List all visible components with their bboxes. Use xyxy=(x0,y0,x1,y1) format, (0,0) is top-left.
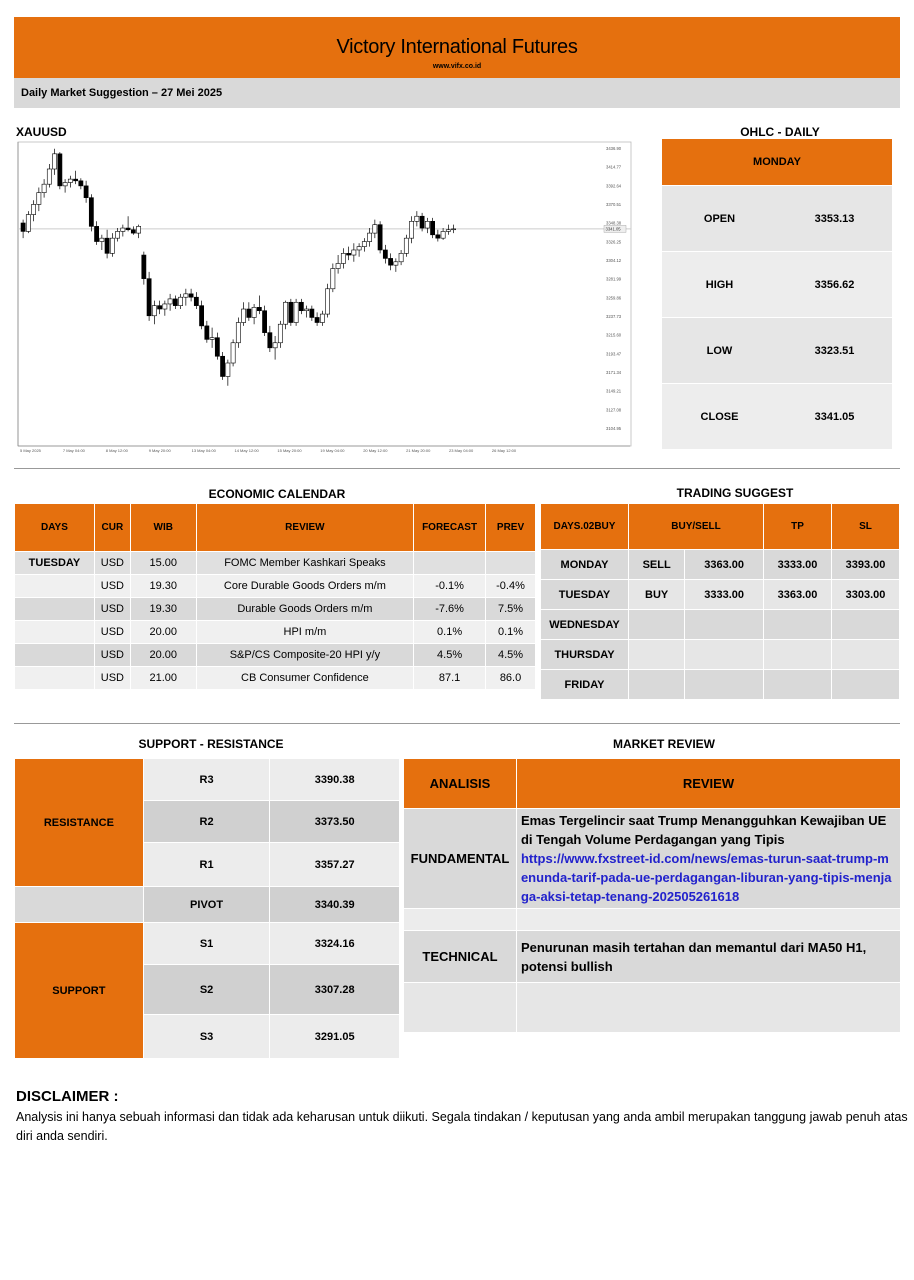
table-cell: BUY xyxy=(629,580,685,610)
table-cell: USD xyxy=(94,552,130,575)
y-tick-label: 3259.86 xyxy=(606,295,622,301)
candle-body xyxy=(446,230,450,232)
candle-body xyxy=(425,221,429,228)
candle-body xyxy=(221,356,225,376)
x-tick-label: 20 May 12:00 xyxy=(363,448,388,453)
table-cell: -0.1% xyxy=(414,575,486,598)
table-cell xyxy=(15,667,95,690)
disclaimer-title: DISCLAIMER : xyxy=(16,1088,119,1105)
candle-body xyxy=(431,221,435,234)
x-tick-label: 13 May 04:00 xyxy=(191,448,216,453)
table-cell xyxy=(629,670,685,700)
candle-body xyxy=(58,154,62,186)
candle-body xyxy=(331,269,335,289)
table-cell: MONDAY xyxy=(541,550,629,580)
report-header xyxy=(14,17,900,78)
candle-body xyxy=(278,324,282,343)
table-cell: 87.1 xyxy=(414,667,486,690)
candle-body xyxy=(63,182,67,185)
table-row xyxy=(15,621,536,644)
candle-body xyxy=(399,253,403,261)
ohlc-value: 3323.51 xyxy=(777,318,892,383)
table-cell xyxy=(685,670,764,700)
table-cell: CB Consumer Confidence xyxy=(196,667,413,690)
table-row xyxy=(15,598,536,621)
table-cell: Core Durable Goods Orders m/m xyxy=(196,575,413,598)
fundamental-text: Emas Tergelincir saat Trump Menangguhkan Kewajiban UE di Tengah Volume Perdagangan yang Tipis xyxy=(520,813,887,847)
candle-body xyxy=(242,309,246,322)
economic-calendar-title: ECONOMIC CALENDAR xyxy=(208,487,346,501)
ohlc-value: 3341.05 xyxy=(777,384,892,449)
candle-body xyxy=(368,233,372,241)
table-cell xyxy=(764,610,832,640)
table-cell: 3333.00 xyxy=(685,580,764,610)
table-cell: 0.1% xyxy=(414,621,486,644)
candle-body xyxy=(116,231,120,238)
candle-body xyxy=(257,307,261,310)
table-cell: USD xyxy=(94,621,130,644)
chart-frame xyxy=(18,142,631,446)
spacer-cell xyxy=(404,983,517,1033)
table-cell: HPI m/m xyxy=(196,621,413,644)
candle-body xyxy=(105,238,109,253)
candle-body xyxy=(74,179,78,181)
col-header: REVIEW xyxy=(196,504,413,552)
table-cell xyxy=(414,552,486,575)
candle-body xyxy=(415,216,419,221)
candle-body xyxy=(263,311,267,333)
fundamental-review xyxy=(516,809,900,909)
candle-body xyxy=(383,250,387,258)
level-value: 3307.28 xyxy=(270,965,400,1015)
candle-body xyxy=(194,297,198,305)
candle-body xyxy=(173,299,177,306)
candle-body xyxy=(410,221,414,238)
col-header: BUY/SELL xyxy=(629,504,764,550)
candle-body xyxy=(436,235,440,238)
candle-body xyxy=(336,263,340,268)
fundamental-link[interactable]: https://www.fxstreet-id.com/news/emas-turun-saat-trump-menunda-tarif-pada-ue-perdagangan-liburan-yang-tipis-menjaga-aksi-tetap-tenang-202505261618 xyxy=(520,851,892,904)
candle-body xyxy=(184,294,188,297)
y-tick-label: 3304.12 xyxy=(606,258,622,263)
table-cell: -0.4% xyxy=(486,575,536,598)
y-tick-label: 3171.34 xyxy=(606,370,622,375)
table-row xyxy=(541,670,900,700)
table-cell: 19.30 xyxy=(130,598,196,621)
spacer-row xyxy=(404,983,901,1033)
support-resistance-table xyxy=(14,758,400,1059)
table-cell: USD xyxy=(94,598,130,621)
table-header-row xyxy=(15,504,536,552)
candle-body xyxy=(315,317,319,322)
table-cell: USD xyxy=(94,644,130,667)
candle-body xyxy=(299,302,303,310)
candle-body xyxy=(231,343,235,363)
fundamental-label: FUNDAMENTAL xyxy=(404,809,517,909)
ohlc-day: MONDAY xyxy=(662,139,892,185)
table-row xyxy=(15,644,536,667)
table-cell xyxy=(15,644,95,667)
table-cell: 3363.00 xyxy=(685,550,764,580)
candle-body xyxy=(389,258,393,265)
col-header: CUR xyxy=(94,504,130,552)
candle-body xyxy=(294,302,298,322)
candle-body xyxy=(37,193,41,205)
ohlc-row xyxy=(662,251,892,317)
candle-body xyxy=(226,363,230,376)
x-tick-label: 23 May 04:00 xyxy=(449,448,474,453)
ohlc-row xyxy=(662,317,892,383)
candle-body xyxy=(205,326,209,339)
table-cell xyxy=(685,640,764,670)
divider xyxy=(14,468,900,469)
table-cell: 20.00 xyxy=(130,621,196,644)
table-cell: -7.6% xyxy=(414,598,486,621)
candle-body xyxy=(305,309,309,311)
candle-body xyxy=(168,299,172,304)
spacer-cell xyxy=(516,983,900,1033)
ohlc-label: HIGH xyxy=(662,252,777,317)
level-name: R2 xyxy=(143,801,270,843)
candle-body xyxy=(142,255,146,279)
table-cell xyxy=(764,640,832,670)
table-header-row xyxy=(541,504,900,550)
y-tick-label: 3215.60 xyxy=(606,332,622,338)
table-cell xyxy=(629,610,685,640)
candle-body xyxy=(131,230,135,233)
candle-body xyxy=(79,181,83,186)
ohlc-value: 3356.62 xyxy=(777,252,892,317)
candle-body xyxy=(26,215,30,232)
table-cell: Durable Goods Orders m/m xyxy=(196,598,413,621)
level-name: R3 xyxy=(143,759,270,801)
candle-body xyxy=(347,253,351,255)
level-name: S2 xyxy=(143,965,270,1015)
candle-body xyxy=(341,253,345,263)
table-cell: S&P/CS Composite-20 HPI y/y xyxy=(196,644,413,667)
candle-body xyxy=(352,250,356,255)
x-tick-label: 26 May 12:00 xyxy=(491,448,517,453)
x-tick-label: 19 May 04:00 xyxy=(320,448,345,453)
candle-body xyxy=(32,204,36,214)
col-header: REVIEW xyxy=(516,759,900,809)
col-header: DAYS xyxy=(15,504,95,552)
ohlc-row xyxy=(662,383,892,449)
trading-suggest-table xyxy=(540,503,900,700)
candle-body xyxy=(326,289,330,314)
market-review-table xyxy=(403,758,901,1033)
candle-body xyxy=(378,225,382,250)
table-cell xyxy=(832,640,900,670)
market-review-title: MARKET REVIEW xyxy=(613,737,715,751)
table-cell: 3393.00 xyxy=(832,550,900,580)
economic-calendar-table xyxy=(14,503,536,690)
table-cell: 20.00 xyxy=(130,644,196,667)
candle-body xyxy=(289,302,293,322)
ohlc-title: OHLC - DAILY xyxy=(740,125,820,139)
y-tick-label: 3370.51 xyxy=(606,202,622,207)
candle-body xyxy=(179,297,183,305)
table-cell: SELL xyxy=(629,550,685,580)
table-cell: 86.0 xyxy=(486,667,536,690)
table-cell: 4.5% xyxy=(486,644,536,667)
col-header: TP xyxy=(764,504,832,550)
candle-body xyxy=(394,262,398,265)
col-header: SL xyxy=(832,504,900,550)
table-cell: USD xyxy=(94,667,130,690)
candle-body xyxy=(362,242,366,247)
table-row xyxy=(15,667,536,690)
table-row xyxy=(541,640,900,670)
table-cell: 19.30 xyxy=(130,575,196,598)
table-cell: FRIDAY xyxy=(541,670,629,700)
ohlc-label: OPEN xyxy=(662,186,777,251)
ohlc-label: LOW xyxy=(662,318,777,383)
level-value: 3357.27 xyxy=(270,843,400,887)
trading-suggest-title: TRADING SUGGEST xyxy=(676,486,794,500)
candle-body xyxy=(53,154,57,169)
spacer-row xyxy=(404,909,901,931)
y-tick-label: 3193.47 xyxy=(606,351,622,357)
table-cell: 7.5% xyxy=(486,598,536,621)
table-cell xyxy=(486,552,536,575)
x-tick-label: 5 May 2025 xyxy=(20,448,41,453)
candle-body xyxy=(21,223,25,231)
candle-body xyxy=(320,314,324,322)
level-name: S3 xyxy=(143,1015,270,1059)
table-cell: FOMC Member Kashkari Speaks xyxy=(196,552,413,575)
level-value: 3373.50 xyxy=(270,801,400,843)
y-tick-label: 3104.95 xyxy=(606,426,622,431)
table-cell xyxy=(15,598,95,621)
table-row xyxy=(15,552,536,575)
y-tick-label: 3326.25 xyxy=(606,239,622,245)
candle-body xyxy=(200,306,204,326)
col-header: ANALISIS xyxy=(404,759,517,809)
ohlc-label: CLOSE xyxy=(662,384,777,449)
y-tick-label: 3436.90 xyxy=(606,146,622,151)
level-value: 3340.39 xyxy=(270,887,400,923)
candle-body xyxy=(284,302,288,324)
col-header: WIB xyxy=(130,504,196,552)
spacer-cell xyxy=(516,909,900,931)
spacer-cell xyxy=(404,909,517,931)
table-row xyxy=(541,580,900,610)
candle-body xyxy=(404,238,408,253)
resistance-label: RESISTANCE xyxy=(15,759,144,887)
candle-body xyxy=(100,238,104,241)
candle-body xyxy=(47,169,51,184)
candle-body xyxy=(273,343,277,348)
support-resistance-title: SUPPORT - RESISTANCE xyxy=(138,737,284,751)
table-row xyxy=(15,923,400,965)
candle-body xyxy=(152,306,156,316)
report-subtitle: Daily Market Suggestion – 27 Mei 2025 xyxy=(14,78,900,108)
candle-body xyxy=(441,231,445,238)
technical-review: Penurunan masih tertahan dan memantul dari MA50 H1, potensi bullish xyxy=(516,931,900,983)
y-tick-label: 3127.08 xyxy=(606,407,622,413)
level-name: S1 xyxy=(143,923,270,965)
table-cell xyxy=(832,610,900,640)
level-value: 3324.16 xyxy=(270,923,400,965)
candle-body xyxy=(247,309,251,317)
x-tick-label: 7 May 04:00 xyxy=(62,448,85,453)
candle-body xyxy=(357,247,361,250)
candle-body xyxy=(420,216,424,228)
company-title: Victory International Futures xyxy=(336,36,578,58)
candle-body xyxy=(236,323,240,343)
pivot-blank xyxy=(15,887,144,923)
candle-body xyxy=(89,198,93,227)
table-cell xyxy=(629,640,685,670)
ohlc-table xyxy=(662,139,892,449)
ohlc-row xyxy=(662,185,892,251)
table-cell: TUESDAY xyxy=(541,580,629,610)
candle-body xyxy=(84,186,88,198)
candle-body xyxy=(158,306,162,309)
technical-row xyxy=(404,931,901,983)
table-cell: WEDNESDAY xyxy=(541,610,629,640)
col-header: DAYS.02BUY xyxy=(541,504,629,550)
level-value: 3291.05 xyxy=(270,1015,400,1059)
y-tick-label: 3237.73 xyxy=(606,314,622,319)
divider xyxy=(14,723,900,724)
candle-body xyxy=(147,279,151,316)
support-label: SUPPORT xyxy=(15,923,144,1059)
candle-body xyxy=(163,304,167,309)
level-value: 3390.38 xyxy=(270,759,400,801)
candle-body xyxy=(210,338,214,340)
candle-body xyxy=(189,294,193,297)
level-name: PIVOT xyxy=(143,887,270,923)
table-cell: 3303.00 xyxy=(832,580,900,610)
table-row xyxy=(541,550,900,580)
candle-body xyxy=(137,226,141,233)
y-tick-label: 3392.64 xyxy=(606,183,622,189)
table-cell xyxy=(832,670,900,700)
chart-title: XAUUSD xyxy=(16,125,67,139)
table-cell xyxy=(685,610,764,640)
candle-body xyxy=(121,228,125,231)
price-chart xyxy=(14,140,634,456)
table-cell: 3333.00 xyxy=(764,550,832,580)
y-tick-label: 3281.99 xyxy=(606,276,622,282)
ohlc-value: 3353.13 xyxy=(777,186,892,251)
x-tick-label: 15 May 20:00 xyxy=(277,448,302,453)
table-cell: 3363.00 xyxy=(764,580,832,610)
y-tick-label: 3414.77 xyxy=(606,164,622,170)
col-header: FORECAST xyxy=(414,504,486,552)
candle-body xyxy=(126,228,130,230)
table-cell: TUESDAY xyxy=(15,552,95,575)
candle-body xyxy=(68,179,72,182)
fundamental-row xyxy=(404,809,901,909)
current-price-label: 3341.05 xyxy=(605,226,621,232)
candle-body xyxy=(42,184,46,192)
candle-body xyxy=(95,226,99,241)
candle-body xyxy=(452,229,456,230)
disclaimer-text: Analysis ini hanya sebuah informasi dan tidak ada keharusan untuk diikuti. Segala tindakan / keputusan yang anda ambil merupakan tanggung jawab penuh atas diri anda sendiri. xyxy=(16,1110,908,1143)
y-tick-label: 3149.21 xyxy=(606,388,622,394)
table-cell xyxy=(764,670,832,700)
table-cell: THURSDAY xyxy=(541,640,629,670)
table-cell: 4.5% xyxy=(414,644,486,667)
candle-body xyxy=(373,225,377,233)
candle-body xyxy=(268,333,272,348)
table-cell: 15.00 xyxy=(130,552,196,575)
company-url[interactable]: www.vifx.co.id xyxy=(432,63,482,70)
table-cell: USD xyxy=(94,575,130,598)
technical-label: TECHNICAL xyxy=(404,931,517,983)
candle-body xyxy=(215,338,219,357)
x-tick-label: 14 May 12:00 xyxy=(234,448,259,453)
x-tick-label: 8 May 12:00 xyxy=(105,448,128,453)
level-name: R1 xyxy=(143,843,270,887)
table-row xyxy=(15,575,536,598)
table-row xyxy=(15,759,400,801)
x-tick-label: 9 May 20:00 xyxy=(148,448,171,453)
candle-body xyxy=(310,309,314,317)
table-row xyxy=(541,610,900,640)
candle-body xyxy=(110,238,114,253)
table-cell: 21.00 xyxy=(130,667,196,690)
table-cell: 0.1% xyxy=(486,621,536,644)
table-header-row xyxy=(404,759,901,809)
col-header: PREV xyxy=(486,504,536,552)
candle-body xyxy=(252,307,256,317)
table-cell xyxy=(15,575,95,598)
table-row xyxy=(15,887,400,923)
x-tick-label: 21 May 20:00 xyxy=(406,448,431,453)
y-tick-label: 3348.38 xyxy=(606,220,622,226)
table-cell xyxy=(15,621,95,644)
